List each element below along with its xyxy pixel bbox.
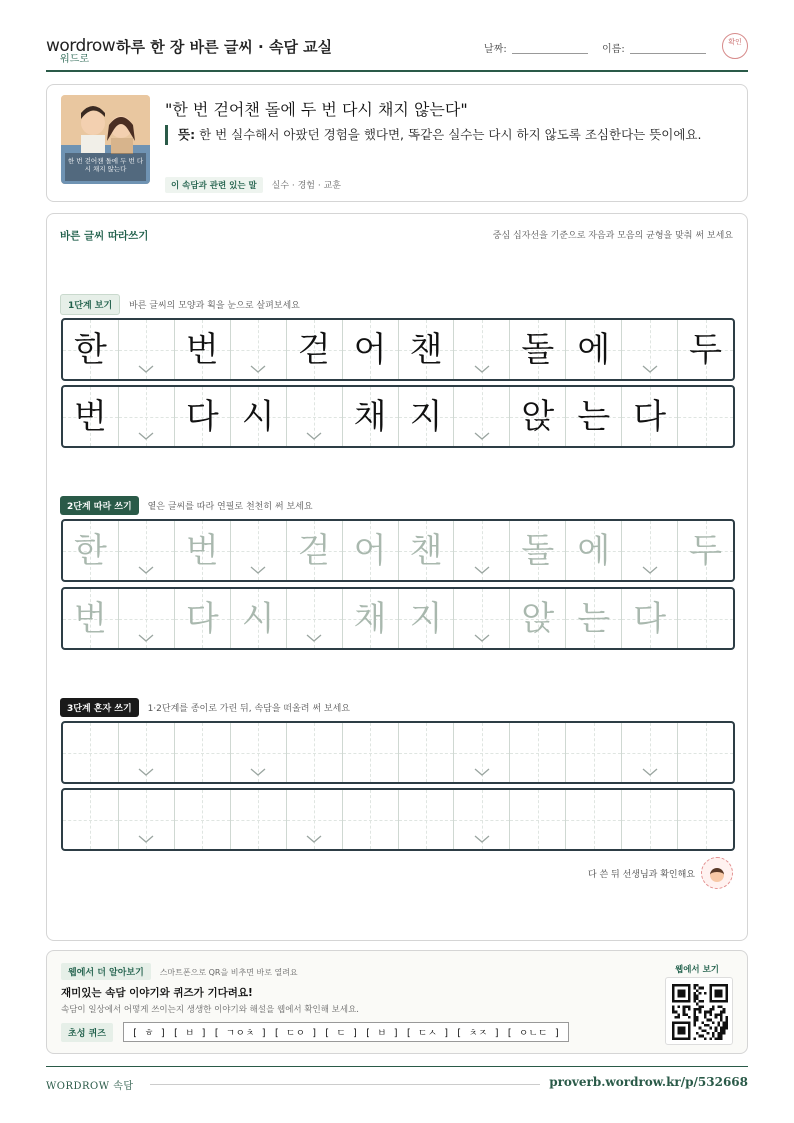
grid-cell[interactable] — [231, 723, 287, 782]
grid-character: 번 — [185, 530, 219, 571]
step2-desc: 옅은 글씨를 따라 연필로 천천히 써 보세요 — [147, 502, 313, 512]
practice-title: 바른 글씨 따라쓰기 — [60, 230, 149, 242]
grid-cell[interactable] — [175, 589, 231, 648]
chevron-down-icon — [250, 768, 266, 776]
grid-cell[interactable] — [510, 589, 566, 648]
chosung-quiz — [61, 1022, 569, 1042]
grid-character: 돌 — [521, 530, 555, 571]
grid-character: 어 — [353, 329, 387, 370]
qr-label: 웹에서 보기 — [674, 965, 719, 975]
grid-cell[interactable] — [231, 589, 287, 648]
grid-cell — [119, 387, 175, 446]
proverb-text: "한 번 걷어챈 돌에 두 번 다시 채지 않는다" — [165, 100, 468, 119]
grid-cell — [678, 387, 733, 446]
logo: wordrow — [46, 36, 116, 56]
grid-character: 는 — [577, 598, 611, 639]
illustration-caption: 한 번 걷어챈 돌에 두 번 다시 채지 않는다 — [67, 157, 144, 173]
grid-cell[interactable] — [287, 790, 343, 849]
grid-character: 걷 — [297, 329, 331, 370]
chevron-down-icon — [250, 566, 266, 574]
grid-cell — [175, 320, 231, 379]
grid-cell[interactable] — [678, 790, 733, 849]
step1-desc: 바른 글씨의 모양과 획을 눈으로 살펴보세요 — [129, 301, 300, 311]
confirm-text: 다 쓴 뒤 선생님과 확인해요 — [587, 869, 695, 880]
chevron-down-icon — [474, 365, 490, 373]
grid-cell[interactable] — [566, 521, 622, 580]
practice-card — [46, 213, 748, 941]
chevron-down-icon — [474, 835, 490, 843]
chevron-down-icon — [474, 566, 490, 574]
meaning-text: 한 번 실수해서 아팠던 경험을 했다면, 똑같은 실수는 다시 하지 않도록 조심한다는 뜻이에요. — [199, 127, 702, 142]
page-footer — [46, 1066, 748, 1092]
teacher-confirm — [588, 857, 733, 889]
grid-character: 채 — [353, 598, 387, 639]
grid-cell — [622, 320, 678, 379]
quiz-box: [ ㅎ ] [ ㅂ ] [ ㄱㅇㅊ ] [ ㄷㅇ ] [ ㄷ ] [ ㅂ ] [ ㄷㅅ ] [ ㅊㅈ ] [ ㅇㄴㄷ ] — [123, 1022, 570, 1042]
grid-cell — [231, 387, 287, 446]
footer-divider — [150, 1084, 540, 1085]
web-card — [46, 950, 748, 1054]
grid-cell[interactable] — [63, 723, 119, 782]
grid-cell — [231, 320, 287, 379]
meaning-label: 뜻: — [178, 127, 196, 142]
grid-cell[interactable] — [566, 589, 622, 648]
grid-cell[interactable] — [566, 790, 622, 849]
grid-cell — [454, 320, 510, 379]
grid-cell — [399, 320, 455, 379]
step2-row-2[interactable] — [61, 587, 735, 650]
grid-cell — [622, 387, 678, 446]
grid-cell[interactable] — [231, 790, 287, 849]
grid-cell — [63, 320, 119, 379]
chevron-down-icon — [306, 432, 322, 440]
grid-character: 앉 — [521, 598, 555, 639]
grid-character: 챈 — [409, 329, 443, 370]
related-label: 이 속담과 관련 있는 말 — [165, 177, 263, 193]
step3-row-1[interactable] — [61, 721, 735, 784]
grid-cell — [63, 387, 119, 446]
chevron-down-icon — [138, 566, 154, 574]
chevron-down-icon — [306, 634, 322, 642]
chevron-down-icon — [250, 365, 266, 373]
qr-code-icon[interactable] — [665, 977, 733, 1045]
date-field[interactable] — [512, 53, 588, 54]
grid-character: 다 — [185, 598, 219, 639]
grid-cell[interactable] — [231, 521, 287, 580]
grid-cell[interactable] — [622, 589, 678, 648]
grid-cell — [175, 387, 231, 446]
grid-cell[interactable] — [399, 589, 455, 648]
grid-cell — [566, 320, 622, 379]
grid-cell[interactable] — [678, 521, 733, 580]
footer-brand: WORDROW 속담 — [46, 1081, 134, 1092]
chevron-down-icon — [138, 634, 154, 642]
chevron-down-icon — [642, 566, 658, 574]
qr-image — [672, 984, 728, 1040]
grid-cell[interactable] — [510, 723, 566, 782]
grid-cell[interactable] — [63, 790, 119, 849]
grid-cell[interactable] — [343, 723, 399, 782]
grid-character: 시 — [241, 396, 275, 437]
grid-cell[interactable] — [510, 790, 566, 849]
grid-cell — [566, 387, 622, 446]
grid-cell — [343, 320, 399, 379]
chevron-down-icon — [306, 835, 322, 843]
grid-cell[interactable] — [175, 790, 231, 849]
web-tag-row — [61, 963, 298, 980]
grid-character: 어 — [353, 530, 387, 571]
grid-cell[interactable] — [119, 589, 175, 648]
step2-header — [60, 496, 313, 515]
grid-cell — [287, 320, 343, 379]
grid-character: 번 — [185, 329, 219, 370]
chevron-down-icon — [474, 634, 490, 642]
grid-cell[interactable] — [119, 790, 175, 849]
grid-cell[interactable] — [175, 521, 231, 580]
web-subtext: 속담이 일상에서 어떻게 쓰이는지 생생한 이야기와 해설을 웹에서 확인해 보세요. — [61, 1005, 359, 1015]
grid-character: 채 — [353, 396, 387, 437]
quiz-label: 초성 퀴즈 — [61, 1023, 113, 1042]
grid-cell — [454, 387, 510, 446]
confirm-stamp: 확인 — [722, 33, 748, 59]
grid-character: 한 — [74, 530, 107, 571]
proverb-card — [46, 84, 748, 202]
practice-hint: 중심 십자선을 기준으로 자음과 모음의 균형을 맞춰 써 보세요 — [492, 231, 733, 241]
grid-cell[interactable] — [454, 790, 510, 849]
step2-tag: 2단계 따라 쓰기 — [60, 496, 139, 515]
grid-cell[interactable] — [175, 723, 231, 782]
chevron-down-icon — [642, 768, 658, 776]
grid-cell — [510, 387, 566, 446]
grid-cell — [343, 387, 399, 446]
grid-character: 에 — [577, 329, 611, 370]
grid-character: 는 — [577, 396, 611, 437]
teacher-sticker-icon — [701, 857, 733, 889]
grid-cell[interactable] — [454, 723, 510, 782]
grid-cell[interactable] — [343, 589, 399, 648]
grid-cell[interactable] — [119, 521, 175, 580]
web-headline: 재미있는 속담 이야기와 퀴즈가 기다려요! — [61, 987, 253, 999]
related-tags: 실수 · 경험 · 교훈 — [271, 181, 341, 191]
grid-character: 두 — [689, 329, 723, 370]
proverb-illustration — [61, 95, 150, 184]
step1-row-2 — [61, 385, 735, 448]
proverb-meaning — [165, 125, 725, 145]
footer-url[interactable]: proverb.wordrow.kr/p/532668 — [549, 1075, 748, 1089]
step3-header — [60, 698, 350, 717]
name-field[interactable] — [630, 53, 706, 54]
chevron-down-icon — [138, 365, 154, 373]
step1-header — [60, 294, 300, 315]
grid-cell[interactable] — [287, 589, 343, 648]
step2-row-1[interactable] — [61, 519, 735, 582]
grid-cell[interactable] — [287, 723, 343, 782]
grid-character: 다 — [185, 396, 219, 437]
chevron-down-icon — [138, 835, 154, 843]
grid-cell[interactable] — [399, 790, 455, 849]
grid-character: 지 — [409, 396, 443, 437]
grid-cell[interactable] — [343, 790, 399, 849]
grid-character: 챈 — [409, 530, 443, 571]
grid-cell — [287, 387, 343, 446]
grid-character: 두 — [689, 530, 723, 571]
grid-cell — [678, 320, 733, 379]
grid-character: 시 — [241, 598, 275, 639]
step1-tag: 1단계 보기 — [60, 294, 120, 315]
chevron-down-icon — [474, 768, 490, 776]
grid-cell[interactable] — [454, 589, 510, 648]
web-tag-hint: 스마트폰으로 QR을 비추면 바로 열려요 — [159, 968, 298, 977]
page-title: 하루 한 장 바른 글씨 · 속담 교실 — [116, 38, 333, 56]
grid-cell[interactable] — [566, 723, 622, 782]
page-header — [46, 30, 748, 72]
grid-cell[interactable] — [678, 589, 733, 648]
chevron-down-icon — [138, 768, 154, 776]
grid-cell[interactable] — [622, 521, 678, 580]
grid-cell — [119, 320, 175, 379]
grid-cell[interactable] — [119, 723, 175, 782]
step1-row-1 — [61, 318, 735, 381]
grid-character: 번 — [74, 396, 107, 437]
grid-cell — [510, 320, 566, 379]
date-label: 날짜: — [484, 44, 507, 55]
grid-cell[interactable] — [343, 521, 399, 580]
grid-cell[interactable] — [287, 521, 343, 580]
step3-row-2[interactable] — [61, 788, 735, 851]
chevron-down-icon — [138, 432, 154, 440]
grid-cell[interactable] — [622, 723, 678, 782]
grid-character: 번 — [74, 598, 107, 639]
step3-tag: 3단계 혼자 쓰기 — [60, 698, 139, 717]
grid-cell[interactable] — [622, 790, 678, 849]
grid-cell[interactable] — [678, 723, 733, 782]
grid-character: 한 — [74, 329, 107, 370]
grid-cell[interactable] — [63, 589, 119, 648]
grid-cell[interactable] — [399, 723, 455, 782]
web-tag: 웹에서 더 알아보기 — [61, 963, 151, 980]
grid-character: 다 — [633, 598, 667, 639]
grid-cell[interactable] — [454, 521, 510, 580]
grid-character: 지 — [409, 598, 443, 639]
chevron-down-icon — [642, 365, 658, 373]
grid-character: 앉 — [521, 396, 555, 437]
related-words — [165, 177, 341, 193]
grid-character: 에 — [577, 530, 611, 571]
grid-character: 걷 — [297, 530, 331, 571]
grid-character: 다 — [633, 396, 667, 437]
logo-subtext: 워드로 — [60, 54, 89, 65]
grid-cell[interactable] — [510, 521, 566, 580]
grid-cell[interactable] — [63, 521, 119, 580]
grid-cell — [399, 387, 455, 446]
grid-cell[interactable] — [399, 521, 455, 580]
grid-character: 돌 — [521, 329, 555, 370]
step3-desc: 1·2단계를 종이로 가린 뒤, 속담을 떠올려 써 보세요 — [147, 704, 350, 714]
name-label: 이름: — [602, 44, 625, 55]
chevron-down-icon — [474, 432, 490, 440]
